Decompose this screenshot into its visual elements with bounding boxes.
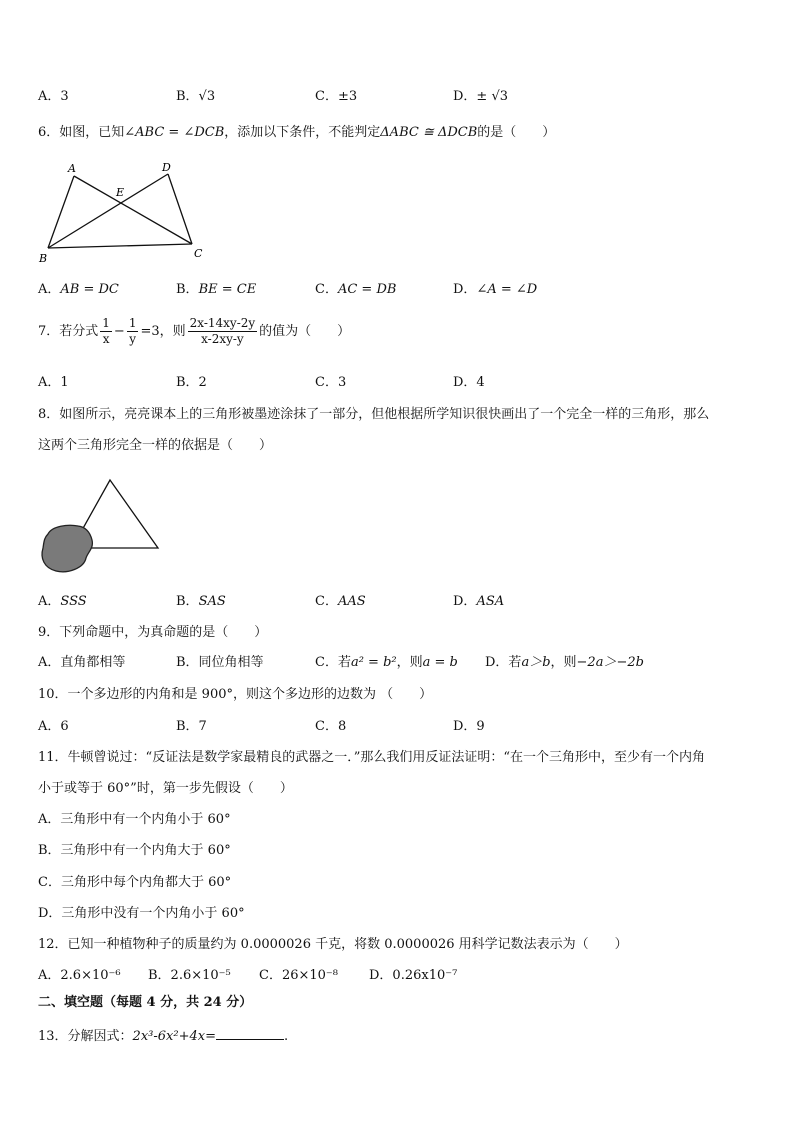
- q6-stem: [38, 124, 555, 142]
- q6-segment-ab: [48, 176, 74, 248]
- q10-stem: 10．一个多边形的内角和是 900°，则这个多边形的边数为 （ ）: [38, 687, 433, 702]
- q6-label-c: C: [194, 247, 203, 260]
- q6-segment-db: [48, 174, 168, 248]
- q10-option-d: D．9: [453, 719, 485, 734]
- q8-option-a: A．SSS: [38, 594, 87, 609]
- q6-stem-math1: ∠ABC = ∠DCB: [124, 125, 225, 140]
- q11-option-b: B．三角形中有一个内角大于 60°: [38, 843, 231, 858]
- q8-stem-line2: 这两个三角形完全一样的依据是（ ）: [38, 438, 273, 453]
- q11-stem-line1: 11．牛顿曾说过：“反证法是数学家最精良的武器之一．”那么我们用反证法证明：“在一个三角形中，至少有一个内角: [38, 750, 705, 765]
- q6-figure: [36, 158, 216, 266]
- q10-option-c: C．8: [315, 719, 347, 734]
- q7-frac3: $\frac{2x-14xy-2y}{x-2xy-y}$: [189, 316, 256, 346]
- q9-option-a: A．直角都相等: [38, 655, 126, 670]
- q5-option-d: D．± √3: [453, 89, 509, 104]
- q12-option-a: A．2.6×10⁻⁶: [38, 968, 121, 983]
- q10-option-b: B．7: [176, 719, 207, 734]
- q12-option-c: C．26×10⁻⁸: [259, 968, 338, 983]
- q6-label-d: D: [162, 161, 171, 174]
- q7-option-c: C．3: [315, 375, 347, 390]
- q9-option-b: B．同位角相等: [176, 655, 264, 670]
- q8-option-c: C．AAS: [315, 594, 366, 609]
- q5-option-b: B．√3: [176, 89, 216, 104]
- q5-option-c: C．±3: [315, 89, 358, 104]
- q9-option-d: D．若a＞b，则−2a＞−2b: [485, 655, 644, 670]
- q6-stem-math2: ΔABC ≅ ΔDCB: [380, 125, 478, 140]
- q6-option-d: D．∠A = ∠D: [453, 282, 538, 297]
- q7-option-a: A．1: [38, 375, 69, 390]
- q11-option-c: C．三角形中每个内角都大于 60°: [38, 875, 232, 890]
- q6-option-c: C．AC = DB: [315, 282, 397, 297]
- q12-stem: 12．已知一种植物种子的质量约为 0.0000026 千克，将数 0.0000026 用科学记数法表示为（ ）: [38, 937, 628, 952]
- q6-label-a: A: [68, 162, 76, 175]
- q6-segment-dc: [168, 174, 192, 244]
- q6-label-e: E: [116, 186, 125, 199]
- q6-segment-ac: [74, 176, 192, 244]
- q13-stem: 13．分解因式：2x³-6x²+4x= .: [38, 1029, 289, 1044]
- q7-option-d: D．4: [453, 375, 485, 390]
- q7-frac1: $\frac{1}{x}$: [102, 316, 110, 346]
- q13-answer-blank[interactable]: [216, 1027, 284, 1040]
- q12-option-b: B．2.6×10⁻⁵: [148, 968, 231, 983]
- q5-option-a: A．3: [38, 89, 69, 104]
- q6-stem-prefix: 6．如图，已知: [38, 125, 125, 140]
- q8-option-b: B．SAS: [176, 594, 226, 609]
- q6-option-a: A．AB = DC: [38, 282, 119, 297]
- q13-expression: 2x³-6x²+4x=: [132, 1029, 216, 1044]
- q7-frac2: $\frac{1}{y}$: [128, 316, 137, 346]
- q12-option-d: D．0.26x10⁻⁷: [369, 968, 458, 983]
- q6-segment-bc: [48, 244, 192, 248]
- q11-stem-line2: 小于或等于 60°”时，第一步先假设（ ）: [38, 781, 293, 796]
- q8-ink-blot: [42, 525, 92, 571]
- q8-option-d: D．ASA: [453, 594, 505, 609]
- q6-label-b: B: [39, 252, 48, 265]
- q8-stem-line1: 8．如图所示，亮亮课本上的三角形被墨迹涂抹了一部分，但他根据所学知识很快画出了一个完全一样的三角形，那么: [38, 407, 710, 422]
- q7-option-b: B．2: [176, 375, 207, 390]
- q9-stem: 9．下列命题中，为真命题的是（ ）: [38, 625, 268, 640]
- q6-option-b: B．BE = CE: [176, 282, 257, 297]
- q11-option-a: A．三角形中有一个内角小于 60°: [38, 812, 231, 827]
- q7-stem: 7．若分式 $\frac{1}{x}$ − $\frac{1}{y}$ =3，则 $\frac{2x-14xy-2y}{x-2xy-y}$ 的值为（ ）: [38, 316, 351, 346]
- q6-stem-suffix: 的是（ ）: [477, 125, 556, 140]
- q8-figure: [38, 474, 166, 580]
- section-2-title: 二、填空题（每题 4 分，共 24 分）: [38, 995, 253, 1010]
- q11-option-d: D．三角形中没有一个内角小于 60°: [38, 906, 245, 921]
- q9-option-c: C．若a² = b²，则a = b: [315, 655, 458, 670]
- q6-stem-mid: ，添加以下条件，不能判定: [224, 125, 381, 140]
- q10-option-a: A．6: [38, 719, 69, 734]
